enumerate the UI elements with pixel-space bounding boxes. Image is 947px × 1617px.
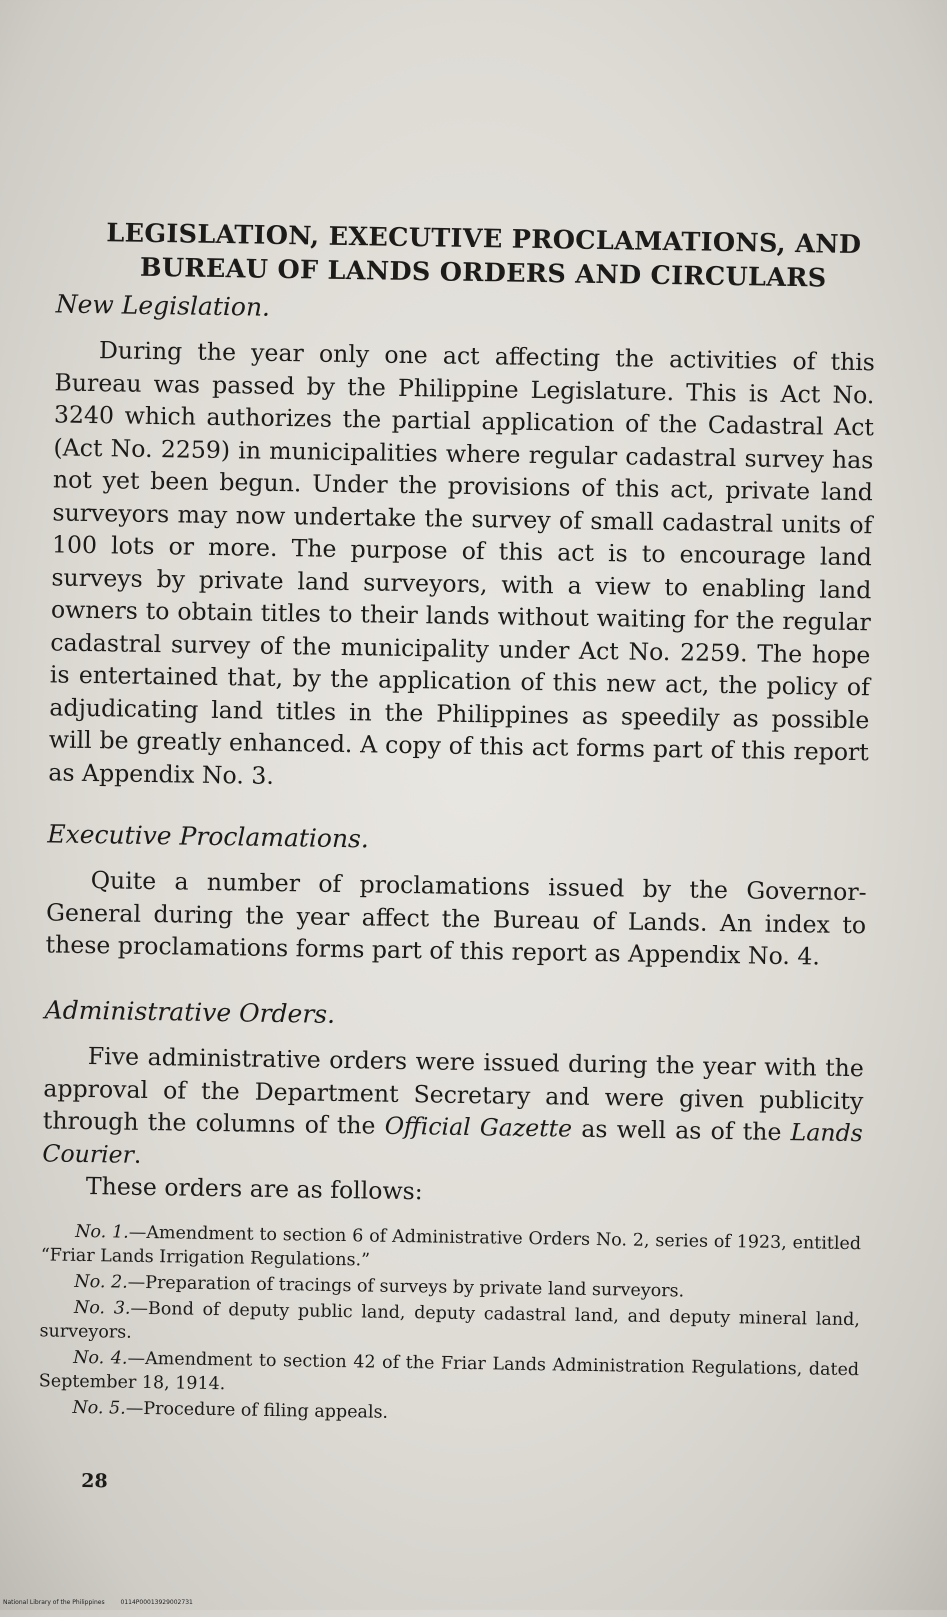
paragraph-orders-intro: These orders are as follows: bbox=[85, 1172, 423, 1206]
section-title-new-legislation: New Legislation. bbox=[55, 289, 271, 322]
order-text: —Amendment to section 6 of Administrative Orders No. 2, series of 1923, entitled “Friar Lands Irrigation Regulations.” bbox=[40, 1222, 862, 1271]
title-line-1: LEGISLATION, EXECUTIVE PROCLAMATIONS, AND bbox=[106, 218, 862, 261]
order-number: No. 5. bbox=[72, 1397, 126, 1419]
paragraph-new-legislation: During the year only one act affecting the activities of this Bureau was passed by the Philippine Legislature. This is Act No. 3240 which authorizes the partial application of the Cadastral Act (Act No. 2259) in municipalities where regular cadastral survey has not yet been begun. Under the provisions of this act, private land surveyors may now undertake the survey of small cadastral units of 100 lots or more. The purpose of this act is to encourage land surveys by private land surveyors, with a view to enabling land owners to obtain titles to their lands without waiting for the regular cadastral survey of the municipality under Act No. 2259. The hope is entertained that, by the application of this new act, the policy of adjudicating land titles in the Philippines as speedily as possible will be greatly enhanced. A copy of this act forms part of this report as Appendix No. 3. bbox=[48, 336, 876, 790]
paragraph-administrative-orders bbox=[42, 1039, 864, 1182]
paragraph-executive-proclamations: Quite a number of proclamations issued by the Governor-General during the year affect the Bureau of Lands. An index to these proclamations forms part of this report as Appendix No. 4. bbox=[45, 866, 867, 971]
order-text: —Amendment to section 42 of the Friar Lands Administration Regulations, dated September 18, 1914. bbox=[38, 1348, 860, 1395]
order-number: No. 1. bbox=[75, 1221, 129, 1243]
page-title bbox=[68, 216, 899, 297]
order-number: No. 2. bbox=[74, 1271, 128, 1293]
admin-orders-text-start: Five administrative orders were issued during the year with the approval of the Department Secretary and were given publicity through the columns of the bbox=[42, 1042, 865, 1140]
order-number: No. 4. bbox=[73, 1347, 128, 1369]
order-text: —Bond of deputy public land, deputy cadastral land, and deputy mineral land, surveyors. bbox=[39, 1298, 861, 1343]
official-gazette-title: Official Gazette bbox=[384, 1111, 573, 1143]
admin-orders-text-middle: as well as of the bbox=[571, 1114, 791, 1147]
scan-footer bbox=[3, 1599, 207, 1606]
admin-orders-text-end: . bbox=[133, 1140, 142, 1169]
lands-courier-title: Lands Courier bbox=[42, 1118, 864, 1169]
orders-list bbox=[38, 1219, 861, 1434]
library-name: National Library of the Philippines bbox=[3, 1599, 105, 1606]
section-title-executive-proclamations: Executive Proclamations. bbox=[47, 819, 370, 854]
order-text: —Preparation of tracings of surveys by private land surveyors. bbox=[127, 1272, 685, 1302]
order-text: —Procedure of filing appeals. bbox=[125, 1398, 389, 1423]
title-line-2: BUREAU OF LANDS ORDERS AND CIRCULARS bbox=[139, 252, 827, 294]
page-number: 28 bbox=[81, 1469, 108, 1493]
scan-code: 0114P00013929002731 bbox=[120, 1599, 193, 1606]
order-number: No. 3. bbox=[73, 1297, 131, 1319]
section-title-administrative-orders: Administrative Orders. bbox=[44, 995, 336, 1029]
